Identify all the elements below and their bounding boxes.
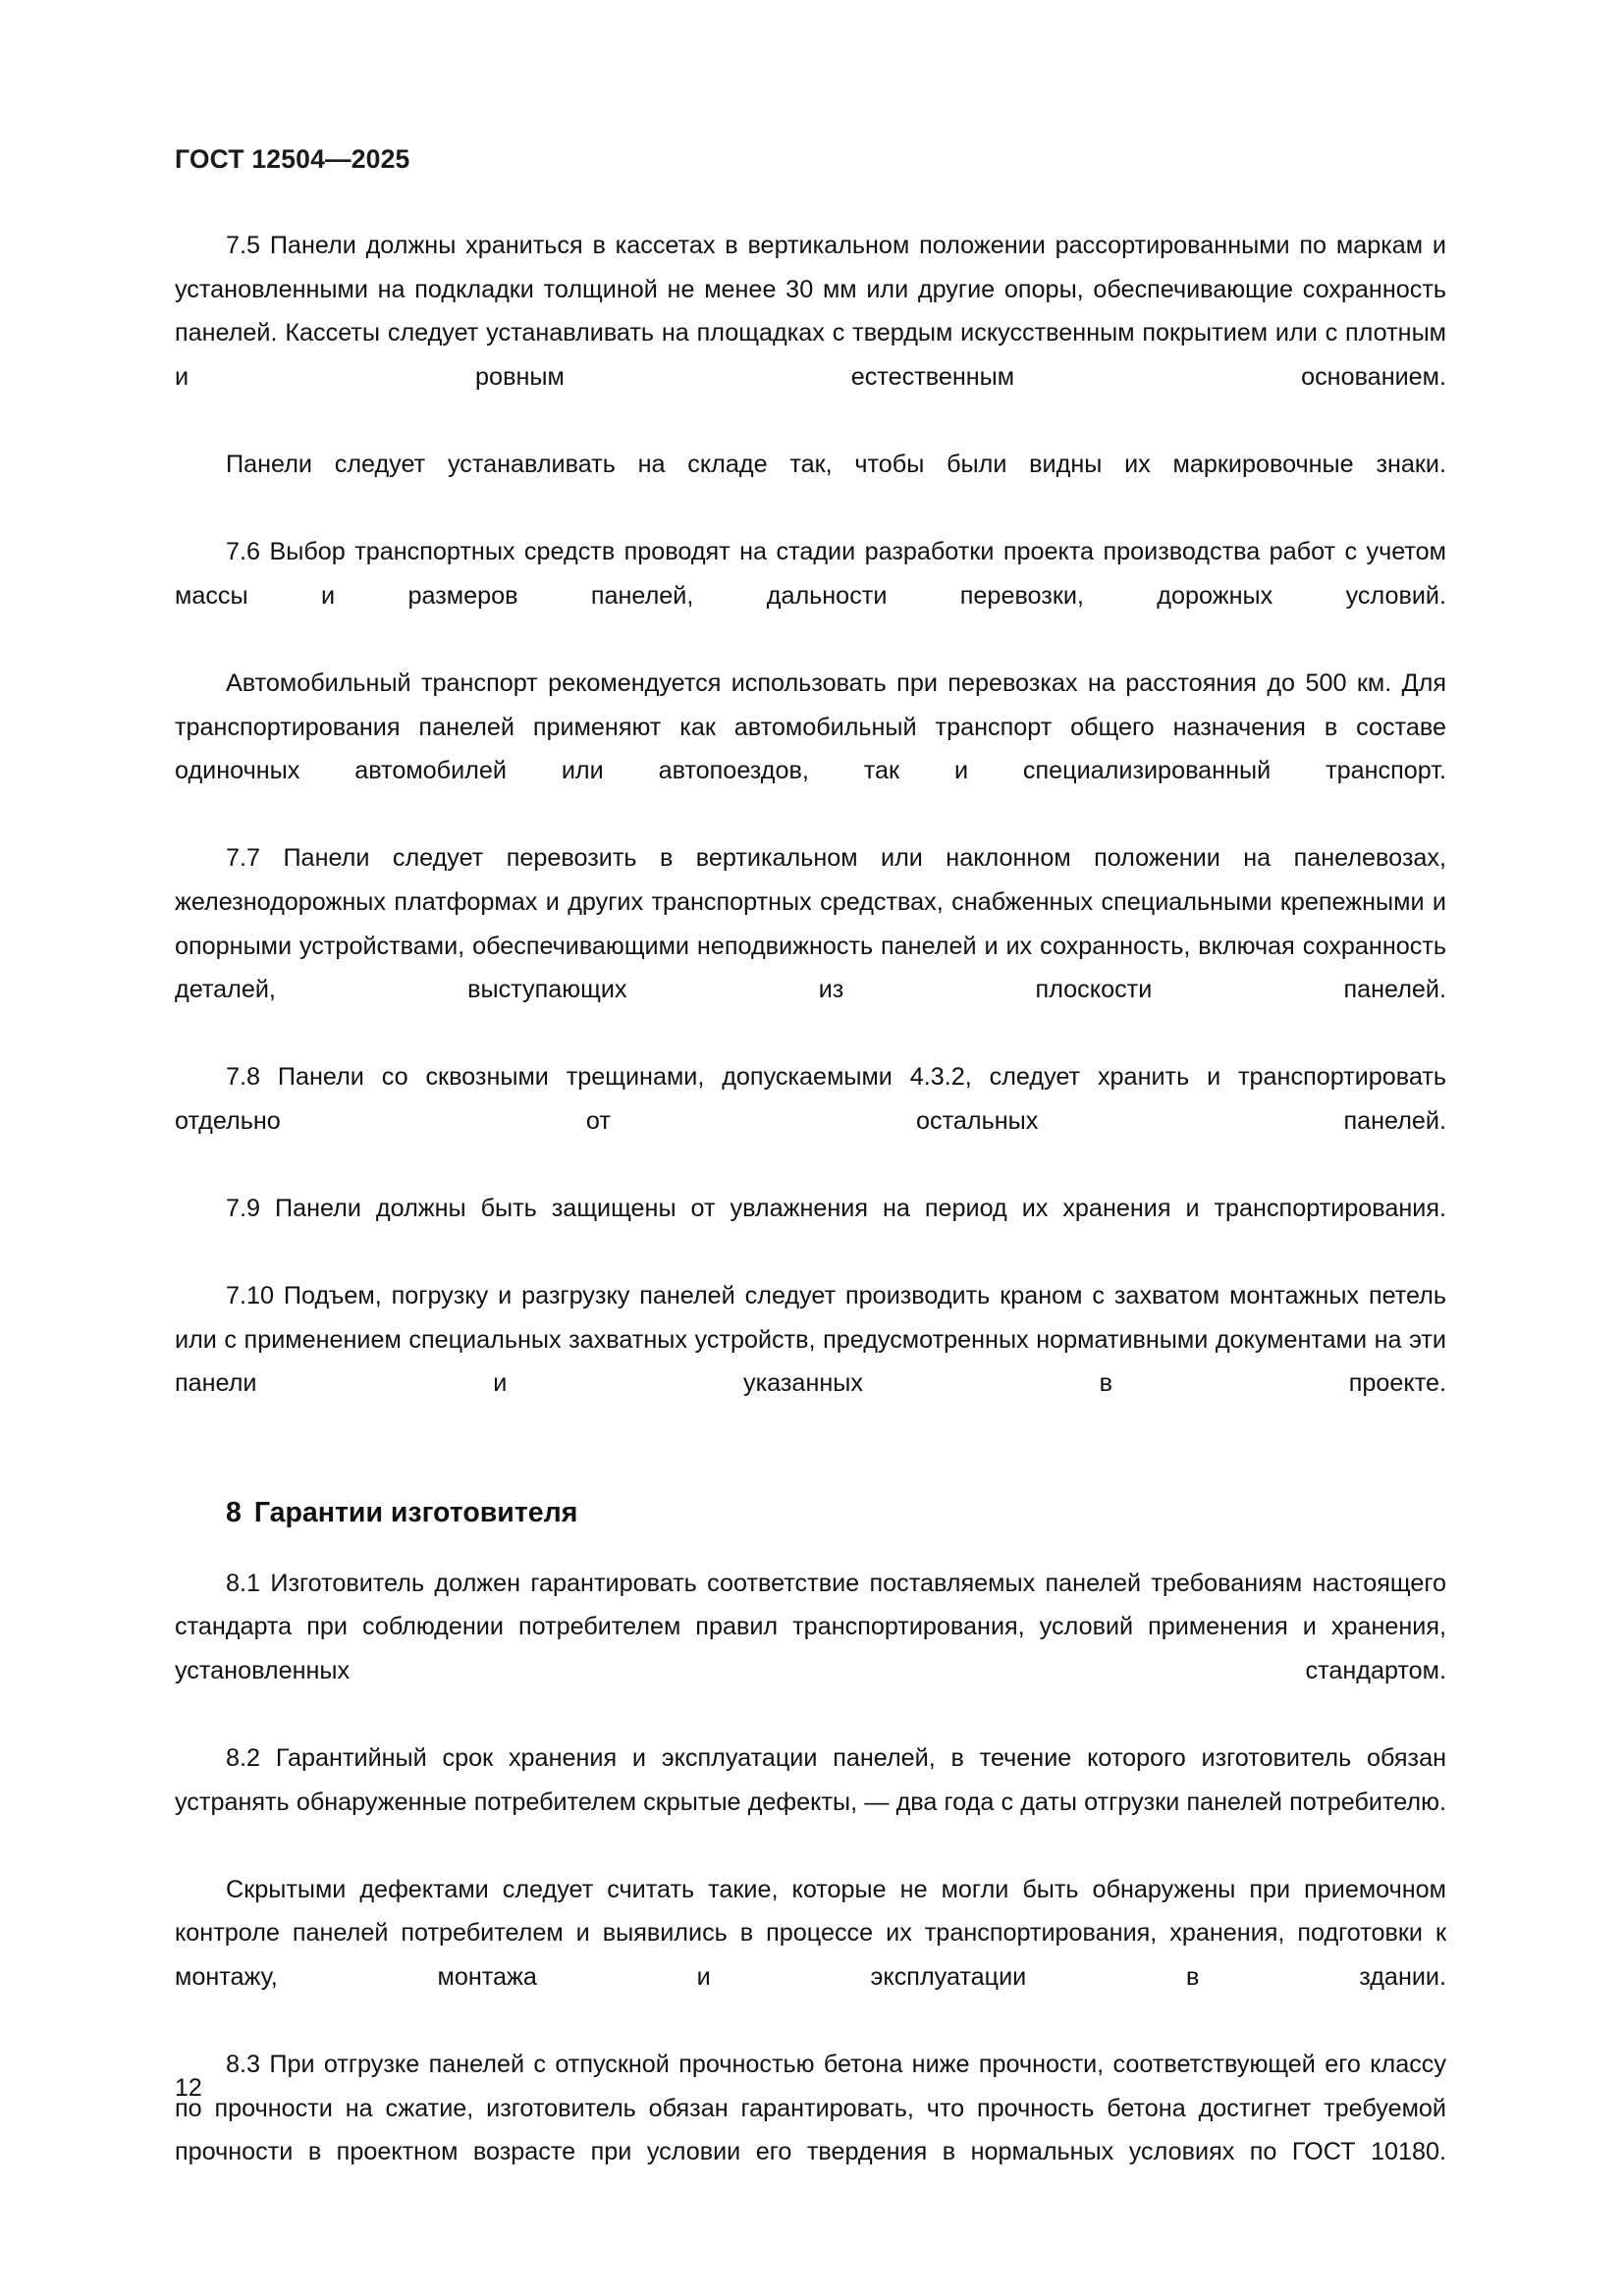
paragraph-7-5-continuation: Панели следует устанавливать на складе так, чтобы были видны их маркировочные знаки. [226, 450, 1446, 478]
paragraph-8-3: 8.3 При отгрузке панелей с отпускной прочностью бетона ниже прочности, соответствующей его классу по прочности на сжатие, изготовитель обязан гарантировать, что прочность бетона достигнет требуемой прочности в проектном возрасте при условии его твердения в нормальных условиях по ГОСТ 10180. [175, 2051, 1446, 2166]
paragraph-7-10: 7.10 Подъем, погрузку и разгрузку панелей следует производить краном с захватом монтажных петель или с применением специальных захватных устройств, предусмотренных нормативными документами на эти панели и указанных в проекте. [175, 1282, 1446, 1398]
running-head-standard-number: ГОСТ 12504—2025 [175, 144, 410, 174]
paragraph-7-6: 7.6 Выбор транспортных средств проводят на стадии разработки проекта производства работ с учетом массы и размеров панелей, дальности перевозки, дорожных условий. [175, 538, 1446, 610]
paragraph-7-8: 7.8 Панели со сквозными трещинами, допускаемыми 4.3.2, следует хранить и транспортировать отдельно от остальных панелей. [175, 1063, 1446, 1135]
paragraph-7-6-continuation: Автомобильный транспорт рекомендуется использовать при перевозках на расстояния до 500 км. Для транспортирования панелей применяют как автомобильный транспорт общего назначения в составе одиночных автомобилей или автопоездов, так и специализированный транспорт. [175, 668, 1446, 785]
paragraph-8-1: 8.1 Изготовитель должен гарантировать соответствие поставляемых панелей требованиям настоящего стандарта при соблюдении потребителем правил транспортирования, условий применения и хранения, установленных стандартом. [175, 1569, 1446, 1684]
section-heading-title: Гарантии изготовителя [253, 1496, 578, 1528]
paragraph-8-2: 8.2 Гарантийный срок хранения и эксплуатации панелей, в течение которого изготовитель обязан устранять обнаруженные потребителем скрытые дефекты, — два года с даты отгрузки панелей потребителю. [175, 1744, 1446, 1816]
spacer-after-section-heading [175, 1532, 1446, 1562]
page-body-column [175, 224, 1446, 2218]
paragraph-8-2-continuation: Скрытыми дефектами следует считать такие, которые не могли быть обнаружены при приемочном контроле панелей потребителем и выявились в процессе их транспортирования, хранения, подготовки к монтажу, монтажа и эксплуатации в здании. [175, 1875, 1446, 1991]
spacer-before-section-heading [175, 1450, 1446, 1493]
paragraph-7-9: 7.9 Панели должны быть защищены от увлажнения на период их хранения и транспортирования. [226, 1195, 1446, 1223]
paragraph-7-5: 7.5 Панели должны храниться в кассетах в вертикальном положении рассортированными по маркам и установленными на подкладки толщиной не менее 30 мм или другие опоры, обеспечивающие сохранность панелей. Кассеты следует устанавливать на площадках с твердым искусственным покрытием или с плотным и ровным естественным основанием. [175, 232, 1446, 391]
page-number-folio: 12 [175, 2074, 202, 2102]
section-heading-number: 8 [226, 1496, 242, 1528]
paragraph-7-7: 7.7 Панели следует перевозить в вертикальном или наклонном положении на панелевозах, железнодорожных платформах и других транспортных средствах, снабженных специальными крепежными и опорными устройствами, обеспечивающими неподвижность панелей и их сохранность, включая сохранность деталей, выступающих из плоскости панелей. [175, 844, 1446, 1004]
section-heading-8 [175, 1493, 1446, 1532]
